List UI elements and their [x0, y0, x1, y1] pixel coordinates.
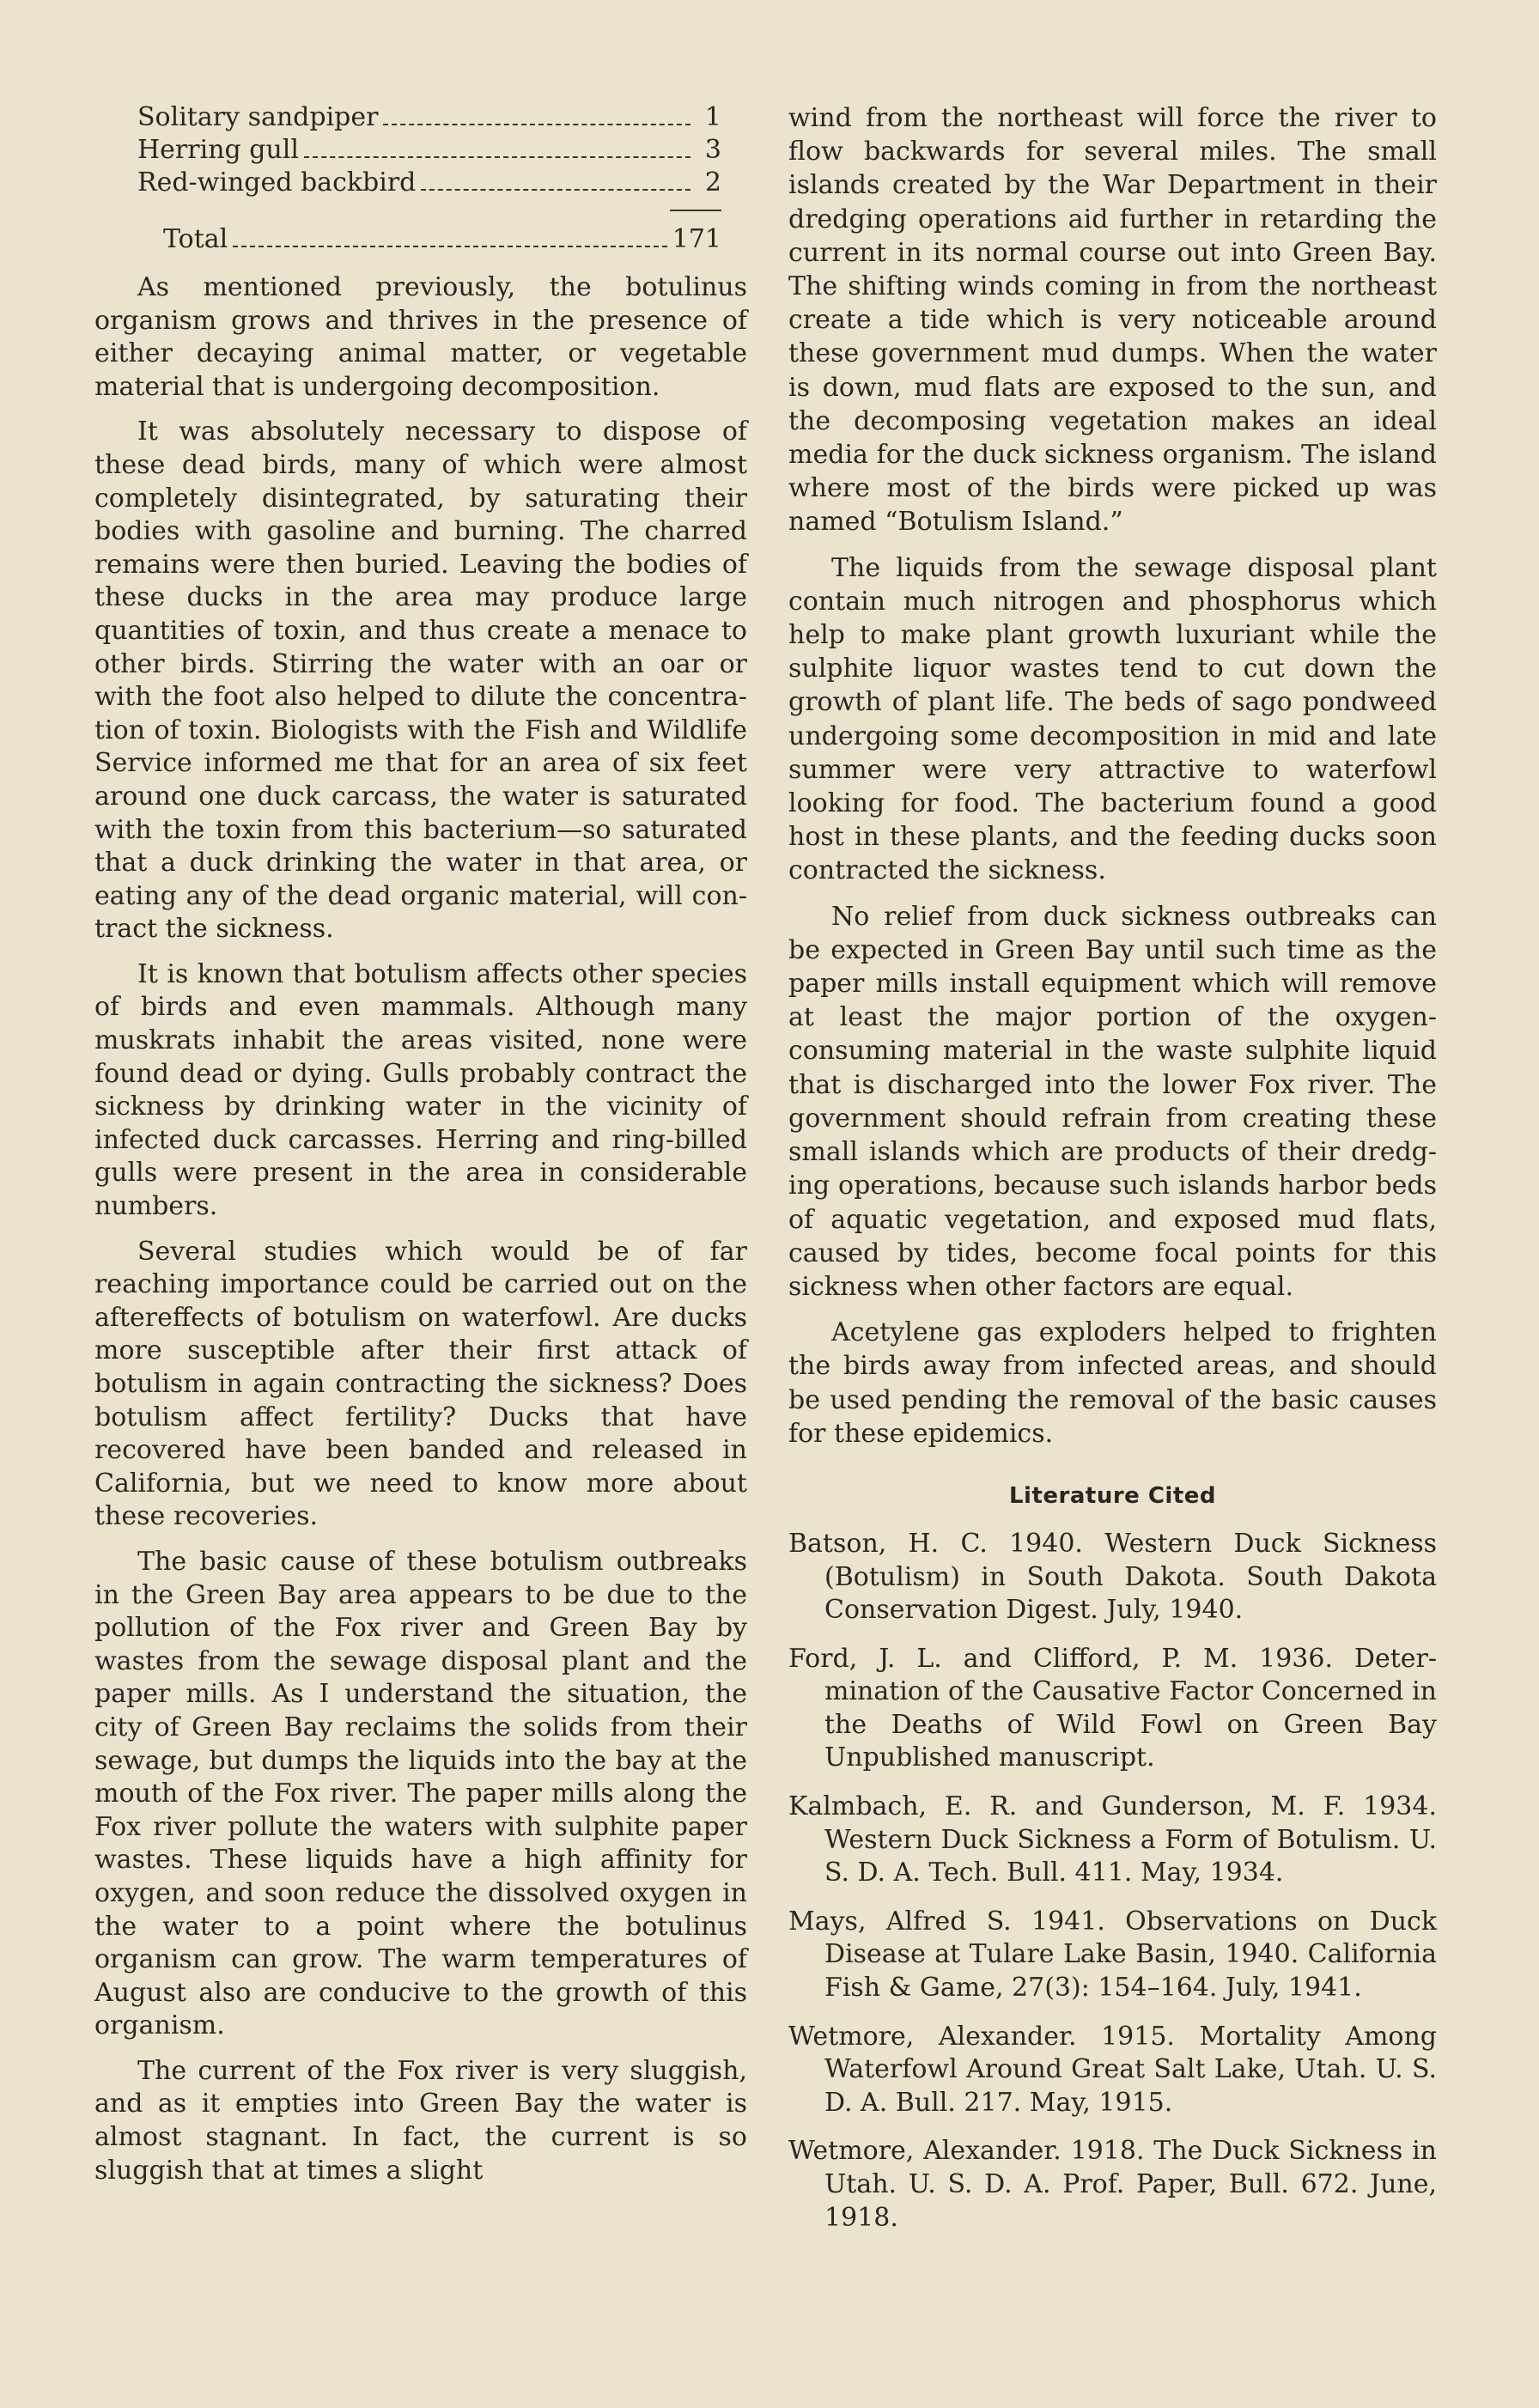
bird-tally-table [137, 101, 721, 256]
body-paragraph: Several studies which would be of far reaching importance could be carried out on the aftereffects of botulism on waterfowl. Are ducks more susceptible after their first attack of botulism in again contracting the sickness? Does botulism affect fertility? Ducks that have recovered have been banded and released in California, but we need to know more about these recoveries. [94, 1236, 747, 1532]
body-paragraph: It is known that botulism affects other species of birds and even mammals. Although many muskrats inhabit the areas visited, none were found dead or dying. Gulls probably contract the sickness by drinking water in the vicinity of infected duck carcasses. Herring and ring-billed gulls were present in the area in considerable numbers. [94, 958, 747, 1222]
body-paragraph: As mentioned previously, the botulinus organism grows and thrives in the presence of either decaying animal matter, or vegetable material that is undergoing decomposition. [94, 272, 747, 402]
tally-count: 1 [704, 102, 721, 132]
tally-species: Red-winged backbird [137, 167, 417, 198]
body-paragraph: The liquids from the sewage disposal plant contain much nitrogen and phosphorus which help to make plant growth luxuriant while the sulphite liquor wastes tend to cut down the growth of plant life. The beds of sago pondweed undergoing some decomposition in mid and late summer were very attractive to waterfowl looking for food. The bacterium found a good host in these plants, and the feeding ducks soon contracted the sickness. [788, 552, 1437, 886]
tally-count: 2 [704, 167, 721, 198]
reference-list [788, 1528, 1437, 2235]
tally-row [137, 134, 721, 167]
left-column [94, 101, 747, 2199]
leader-dots [233, 246, 666, 247]
tally-row [137, 167, 721, 199]
reference-item: Ford, J. L. and Clifford, P. M. 1936. Determination of the Causative Factor Concerned in the Deaths of Wild Fowl on Green Bay Unpublished manuscript. [788, 1643, 1437, 1773]
right-column [788, 101, 1437, 2250]
reference-item: Batson, H. C. 1940. Western Duck Sickness (Botulism) in South Dakota. South Dakota Conservation Digest. July, 1940. [788, 1528, 1437, 1626]
reference-item: Mays, Alfred S. 1941. Observations on Duck Disease at Tulare Lake Basin, 1940. California Fish & Game, 27(3): 154–164. July, 1941. [788, 1906, 1437, 2004]
tally-row [137, 101, 721, 134]
tally-total-label: Total [163, 224, 228, 254]
leader-dots [304, 156, 690, 158]
body-paragraph: The current of the Fox river is very sluggish, and as it empties into Green Bay the water is almost stagnant. In fact, the current is so sluggish that at times a slight [94, 2055, 747, 2186]
body-paragraph: No relief from duck sickness outbreaks can be expected in Green Bay until such time as the paper mills install equipment which will remove at least the major portion of the oxygen-consuming material in the waste sulphite liquid that is discharged into the lower Fox river. The government should refrain from creating these small islands which are products of their dredging operations, because such islands harbor beds of aquatic vegetation, and exposed mud flats, caused by tides, become focal points for this sickness when other factors are equal. [788, 901, 1437, 1302]
body-paragraph: Acetylene gas exploders helped to frighten the birds away from infected areas, and should be used pending the removal of the basic causes for these epidemics. [788, 1317, 1437, 1449]
body-paragraph: The basic cause of these botulism outbreaks in the Green Bay area appears to be due to the pollution of the Fox river and Green Bay by wastes from the sewage disposal plant and the paper mills. As I understand the situation, the city of Green Bay reclaims the solids from their sewage, but dumps the liquids into the bay at the mouth of the Fox river. The paper mills along the Fox river pollute the waters with sulphite paper wastes. These liquids have a high affinity for oxygen, and soon reduce the dissolved oxygen in the water to a point where the botulinus organism can grow. The warm temperatures of August also are conducive to the growth of this organism. [94, 1546, 747, 2041]
literature-cited-heading: Literature Cited [1008, 1482, 1217, 1509]
tally-species: Solitary sandpiper [137, 102, 379, 132]
tally-total-row [137, 223, 721, 256]
leader-dots [421, 189, 690, 191]
tally-count: 3 [704, 135, 721, 165]
body-paragraph: wind from the northeast will force the river to flow backwards for several miles. The small islands created by the War Department in their dredging operations aid further in retarding the current in its normal course out into Green Bay. The shifting winds coming in from the northeast create a tide which is very noticeable around these government mud dumps. When the water is down, mud flats are exposed to the sun, and the decomposing vegetation makes an ideal media for the duck sickness organism. The island where most of the birds were picked up was named “Botulism Island.” [788, 103, 1437, 538]
tally-species: Herring gull [137, 135, 299, 165]
reference-item: Wetmore, Alexander. 1918. The Duck Sickness in Utah. U. S. D. A. Prof. Paper, Bull. 672. June, 1918. [788, 2136, 1437, 2233]
reference-item: Wetmore, Alexander. 1915. Mortality Among Waterfowl Around Great Salt Lake, Utah. U. S. D. A. Bull. 217. May, 1915. [788, 2021, 1437, 2118]
leader-dots [383, 124, 690, 125]
reference-item: Kalmbach, E. R. and Gunderson, M. F. 1934. Western Duck Sickness a Form of Botulism. U. S. D. A. Tech. Bull. 411. May, 1934. [788, 1791, 1437, 1888]
tally-total-value: 171 [672, 224, 721, 254]
sum-rule [670, 210, 721, 211]
body-paragraph: It was absolutely necessary to dispose of these dead birds, many of which were almost completely disintegrated, by saturating their bodies with gasoline and burning. The charred remains were then buried. Leaving the bodies of these ducks in the area may produce large quantities of toxin, and thus create a menace to other birds. Stirring the water with an oar or with the foot also helped to dilute the concentration of toxin. Biologists with the Fish and Wildlife Service informed me that for an area of six feet around one duck carcass, the water is saturated with the toxin from this bacterium—so saturated that a duck drinking the water in that area, or eating any of the dead organic material, will contract the sickness. [94, 417, 747, 945]
